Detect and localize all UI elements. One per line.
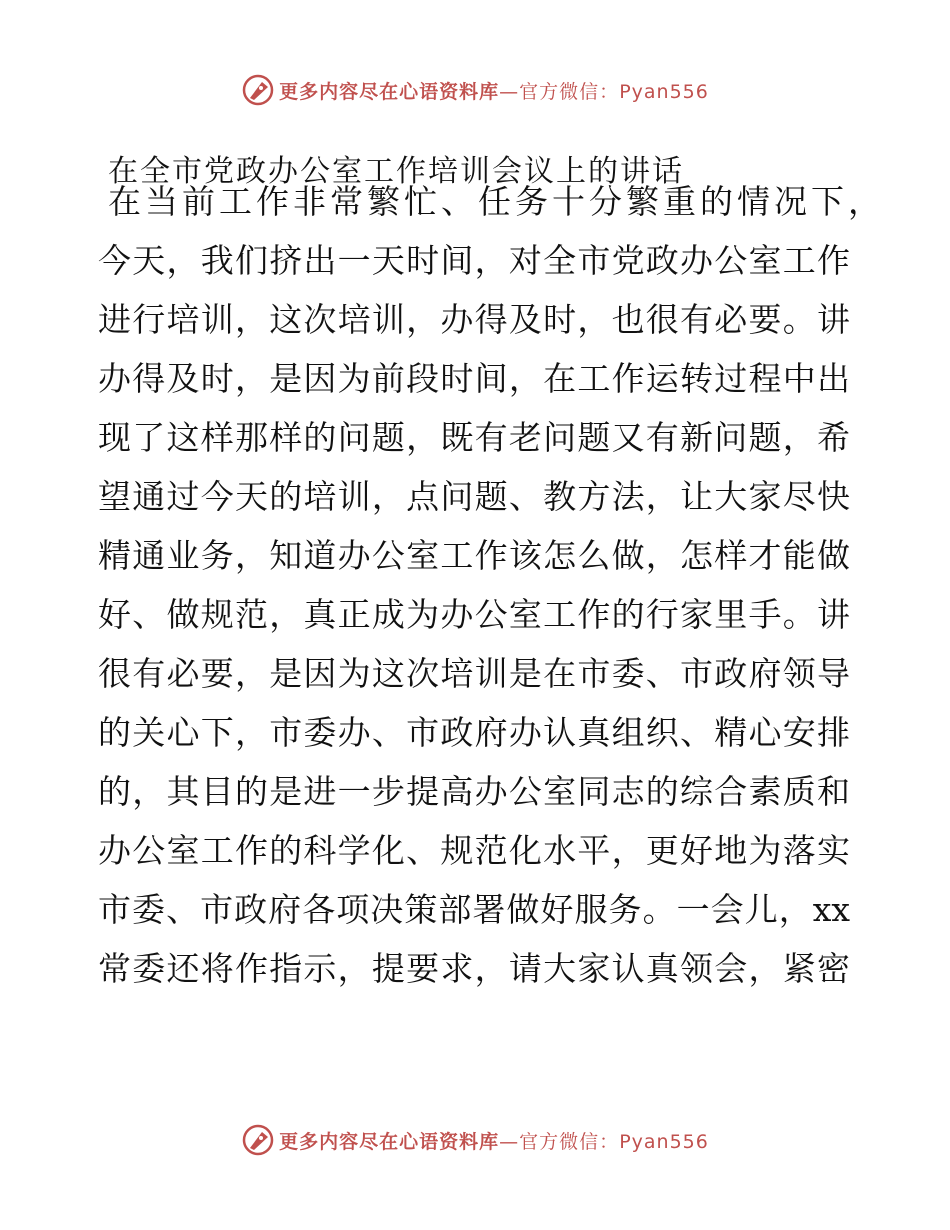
document-title: 在全市党政办公室工作培训会议上的讲话 (108, 154, 684, 190)
header-wechat-id: Pyan556 (619, 80, 709, 103)
body-line: 在当前工作非常繁忙、任务十分繁重的情况下， (108, 182, 885, 221)
body-line: 今天，我们挤出一天时间，对全市党政办公室工作 (98, 241, 850, 280)
footer-banner (0, 1120, 950, 1160)
footer-text (279, 1127, 709, 1154)
footer-separator: — (499, 1130, 520, 1153)
body-line: 很有必要，是因为这次培训是在市委、市政府领导 (98, 654, 850, 693)
header-main-text: 更多内容尽在心语资料库 (279, 80, 500, 103)
body-line: 的，其目的是进一步提高办公室同志的综合素质和 (98, 772, 850, 811)
document-body (98, 172, 885, 998)
footer-wechat-id: Pyan556 (619, 1130, 709, 1153)
body-line: 望通过今天的培训，点问题、教方法，让大家尽快 (98, 477, 850, 516)
pen-nib-logo-icon (241, 73, 275, 107)
pen-nib-logo-icon (241, 1123, 275, 1157)
header-label: 官方微信： (519, 80, 620, 103)
header-text (279, 77, 709, 104)
body-line: 好、做规范，真正成为办公室工作的行家里手。讲 (98, 595, 850, 634)
body-line: 精通业务，知道办公室工作该怎么做，怎样才能做 (98, 536, 850, 575)
body-line: 常委还将作指示，提要求，请大家认真领会，紧密 (98, 949, 850, 988)
footer-main-text: 更多内容尽在心语资料库 (279, 1130, 500, 1153)
header-banner (0, 70, 950, 110)
body-line: 现了这样那样的问题，既有老问题又有新问题，希 (98, 418, 850, 457)
body-line: 办公室工作的科学化、规范化水平，更好地为落实 (98, 831, 850, 870)
footer-label: 官方微信： (519, 1130, 620, 1153)
header-separator: — (499, 80, 520, 103)
body-line: 的关心下，市委办、市政府办认真组织、精心安排 (98, 713, 850, 752)
body-line: 市委、市政府各项决策部署做好服务。一会儿，xx (98, 890, 850, 929)
body-line: 进行培训，这次培训，办得及时，也很有必要。讲 (98, 300, 850, 339)
body-line: 办得及时，是因为前段时间，在工作运转过程中出 (98, 359, 850, 398)
